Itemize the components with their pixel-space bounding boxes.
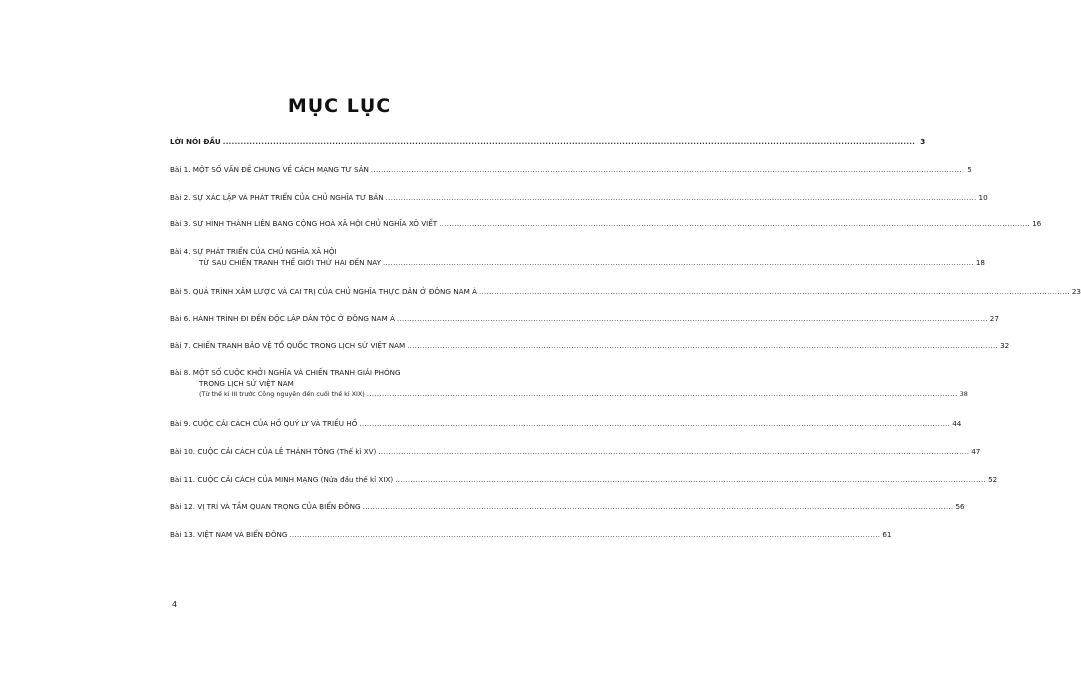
dot-leader xyxy=(383,258,974,269)
toc-page-number: 5 xyxy=(967,165,972,174)
toc-entry-label: Bài 8. MỘT SỐ CUỘC KHỞI NGHĨA VÀ CHIẾN TRANH GIẢI PHÓNG xyxy=(170,368,401,377)
toc-entry-label: Bài 12. VỊ TRÍ VÀ TẦM QUAN TRỌNG CỦA BIỂN ĐÔNG xyxy=(170,502,361,511)
toc-entry-lesson-1[interactable] xyxy=(170,165,972,176)
dot-leader xyxy=(439,219,1030,230)
toc-entry-lesson-10[interactable] xyxy=(170,447,981,458)
toc-page-number: 56 xyxy=(955,502,965,511)
toc-entry-label: Bài 9. CUỘC CẢI CÁCH CỦA HỒ QUÝ LY VÀ TRIỀU HỒ xyxy=(170,419,358,428)
toc-page-number: 38 xyxy=(959,390,968,398)
toc-entry-subtitle: (Từ thế kỉ III trước Công nguyên đến cuối thế kỉ XIX) xyxy=(199,390,365,398)
dot-leader xyxy=(223,137,915,148)
toc-entry-label: Bài 5. QUÁ TRÌNH XÂM LƯỢC VÀ CAI TRỊ CỦA CHỦ NGHĨA THỰC DÂN Ở ĐÔNG NAM Á xyxy=(170,287,477,296)
toc-entry-label: Bài 10. CUỘC CẢI CÁCH CỦA LÊ THÁNH TÔNG (Thế kỉ XV) xyxy=(170,447,377,456)
dot-leader xyxy=(367,389,958,400)
dot-leader xyxy=(363,502,954,513)
toc-entry-lesson-11[interactable] xyxy=(170,475,998,486)
toc-entry-label-continued: TRONG LỊCH SỬ VIỆT NAM xyxy=(199,378,294,388)
toc-entry-label: LỜI NÓI ĐẦU xyxy=(170,137,221,146)
toc-entry-lesson-4[interactable] xyxy=(170,247,985,268)
toc-entry-label: Bài 11. CUỘC CẢI CÁCH CỦA MINH MẠNG (Nửa đầu thế kỉ XIX) xyxy=(170,475,394,484)
toc-page-number: 10 xyxy=(978,193,988,202)
toc-entry-label: Bài 13. VIỆT NAM VÀ BIỂN ĐÔNG xyxy=(170,530,288,539)
toc-page-number: 23 xyxy=(1071,287,1081,296)
page-title: MỤC LỤC xyxy=(287,95,392,117)
dot-leader xyxy=(479,287,1070,298)
toc-page-number: 61 xyxy=(882,530,892,539)
toc-entry-lesson-2[interactable] xyxy=(170,193,988,204)
toc-entry-lesson-6[interactable] xyxy=(170,314,999,325)
page-number: 4 xyxy=(172,600,178,609)
toc-entry-lesson-13[interactable] xyxy=(170,530,892,541)
dot-leader xyxy=(378,447,969,458)
toc-page-number: 18 xyxy=(975,257,985,267)
toc-entry-label: Bài 7. CHIẾN TRANH BẢO VỆ TỔ QUỐC TRONG LỊCH SỬ VIỆT NAM xyxy=(170,341,406,350)
toc-entry-preface[interactable] xyxy=(170,137,926,148)
dot-leader xyxy=(371,165,962,176)
toc-entry-label: Bài 6. HÀNH TRÌNH ĐI ĐẾN ĐỘC LẬP DÂN TỘC Ở ĐÔNG NAM Á xyxy=(170,314,395,323)
toc-entry-lesson-12[interactable] xyxy=(170,502,965,513)
table-of-contents xyxy=(170,0,1081,679)
toc-entry-label: Bài 4. SỰ PHÁT TRIỂN CỦA CHỦ NGHĨA XÃ HỘI xyxy=(170,247,337,256)
toc-entry-label: Bài 1. MỘT SỐ VẤN ĐỀ CHUNG VỀ CÁCH MẠNG TƯ SẢN xyxy=(170,165,369,174)
dot-leader xyxy=(397,314,988,325)
toc-entry-lesson-3[interactable] xyxy=(170,219,1042,230)
toc-page-number: 44 xyxy=(952,419,962,428)
toc-page-number: 3 xyxy=(920,137,926,146)
toc-entry-lesson-7[interactable] xyxy=(170,341,1010,352)
dot-leader xyxy=(289,530,880,541)
toc-entry-lesson-5[interactable] xyxy=(170,287,1081,298)
toc-page-number: 16 xyxy=(1032,219,1042,228)
toc-entry-lesson-9[interactable] xyxy=(170,419,962,430)
toc-page-number: 47 xyxy=(971,447,981,456)
toc-entry-lesson-8[interactable] xyxy=(170,368,968,400)
toc-entry-label: Bài 3. SỰ HÌNH THÀNH LIÊN BANG CỘNG HOÀ XÃ HỘI CHỦ NGHĨA XÔ VIẾT xyxy=(170,219,438,228)
toc-page-number: 32 xyxy=(1000,341,1010,350)
dot-leader xyxy=(395,475,986,486)
toc-page-number: 52 xyxy=(988,475,998,484)
toc-entry-label: Bài 2. SỰ XÁC LẬP VÀ PHÁT TRIỂN CỦA CHỦ NGHĨA TƯ BẢN xyxy=(170,193,384,202)
toc-entry-label-continued: TỪ SAU CHIẾN TRANH THẾ GIỚI THỨ HAI ĐẾN NAY xyxy=(199,257,381,267)
toc-page-number: 27 xyxy=(989,314,999,323)
dot-leader xyxy=(407,341,998,352)
dot-leader xyxy=(359,419,950,430)
dot-leader xyxy=(386,193,977,204)
